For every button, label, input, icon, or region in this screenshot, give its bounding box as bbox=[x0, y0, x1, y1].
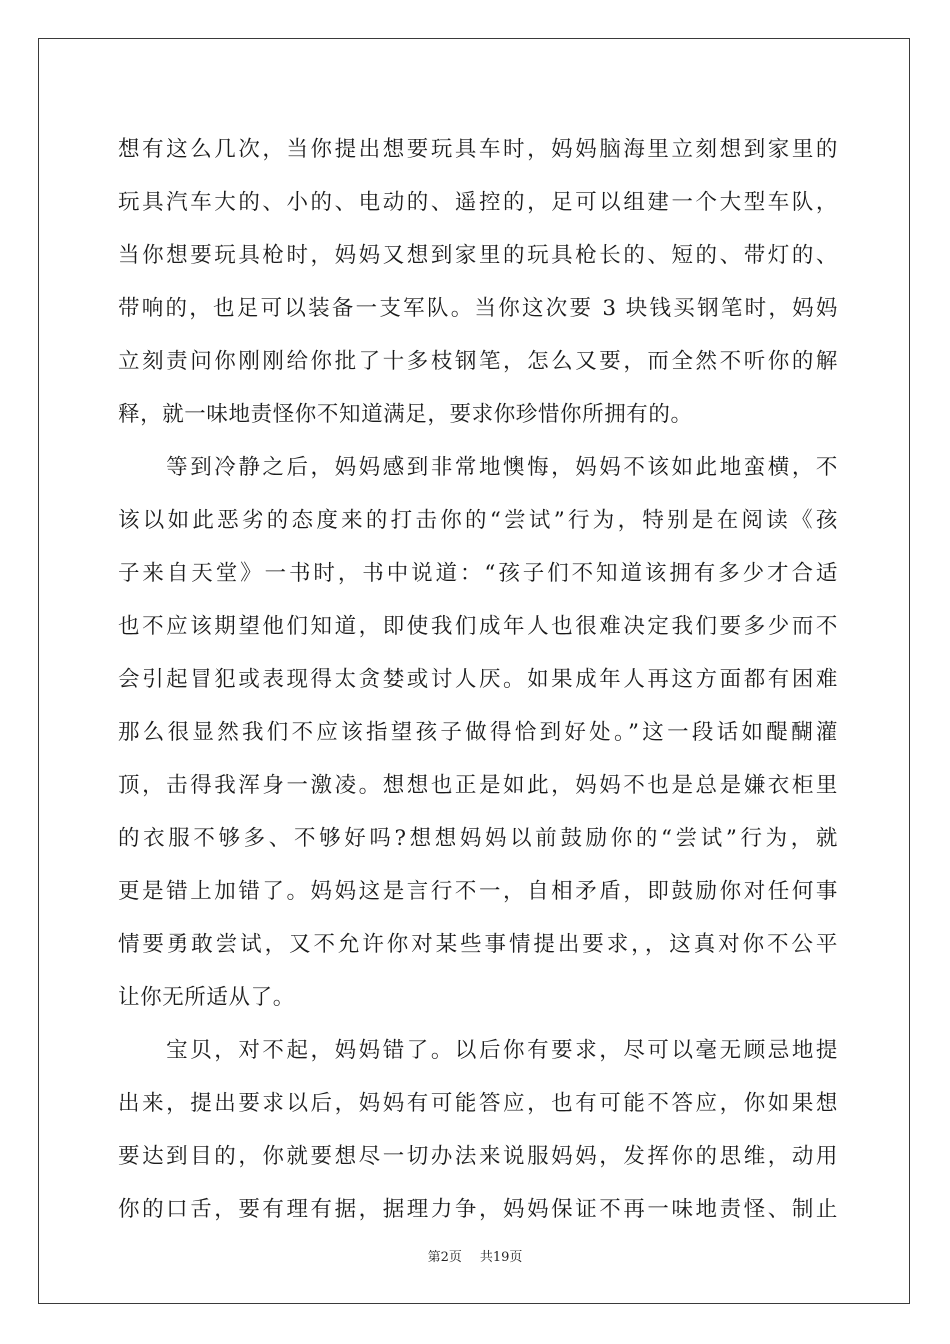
page-total: 共19页 bbox=[479, 1250, 523, 1265]
page-number: 第2页 bbox=[427, 1250, 462, 1265]
text-line: 带响的，也足可以装备一支军队。当你这次要 3 块钱买钢笔时，妈妈 bbox=[118, 296, 838, 321]
text-line: 等到冷静之后，妈妈感到非常地懊悔，妈妈不该如此地蛮横，不 bbox=[118, 455, 838, 480]
text-line: 玩具汽车大的、小的、电动的、遥控的，足可以组建一个大型车队， bbox=[118, 190, 838, 215]
text-line: 出来，提出要求以后，妈妈有可能答应，也有可能不答应，你如果想 bbox=[118, 1091, 838, 1116]
text-line: 会引起冒犯或表现得太贪婪或讨人厌。如果成年人再这方面都有困难 bbox=[118, 667, 838, 692]
text-line: 的衣服不够多、不够好吗?想想妈妈以前鼓励你的“尝试”行为，就 bbox=[118, 826, 838, 851]
text-line: 顶，击得我浑身一激凌。想想也正是如此，妈妈不也是总是嫌衣柜里 bbox=[118, 773, 838, 798]
text-line: 要达到目的，你就要想尽一切办法来说服妈妈，发挥你的思维，动用 bbox=[118, 1144, 838, 1169]
page-footer bbox=[0, 1249, 950, 1267]
text-line: 释，就一味地责怪你不知道满足，要求你珍惜你所拥有的。 bbox=[118, 402, 693, 427]
text-line: 宝贝，对不起，妈妈错了。以后你有要求，尽可以毫无顾忌地提 bbox=[118, 1038, 838, 1063]
text-line: 想有这么几次，当你提出想要玩具车时，妈妈脑海里立刻想到家里的 bbox=[118, 137, 838, 162]
text-line: 当你想要玩具枪时，妈妈又想到家里的玩具枪长的、短的、带灯的、 bbox=[118, 243, 838, 268]
text-line: 让你无所适从了。 bbox=[118, 985, 295, 1010]
text-line: 该以如此恶劣的态度来的打击你的“尝试”行为，特别是在阅读《孩 bbox=[118, 508, 838, 533]
text-line: 那么很显然我们不应该指望孩子做得恰到好处。”这一段话如醍醐灌 bbox=[118, 720, 838, 745]
text-line: 也不应该期望他们知道，即使我们成年人也很难决定我们要多少而不 bbox=[118, 614, 838, 639]
text-line: 立刻责问你刚刚给你批了十多枝钢笔，怎么又要，而全然不听你的解 bbox=[118, 349, 838, 374]
text-line: 子来自天堂》一书时，书中说道：“孩子们不知道该拥有多少才合适 bbox=[118, 561, 838, 586]
text-line: 更是错上加错了。妈妈这是言行不一，自相矛盾，即鼓励你对任何事 bbox=[118, 879, 838, 904]
text-line: 情要勇敢尝试，又不允许你对某些事情提出要求，，这真对你不公平 bbox=[118, 932, 838, 957]
text-line: 你的口舌，要有理有据，据理力争，妈妈保证不再一味地责怪、制止 bbox=[118, 1197, 838, 1222]
